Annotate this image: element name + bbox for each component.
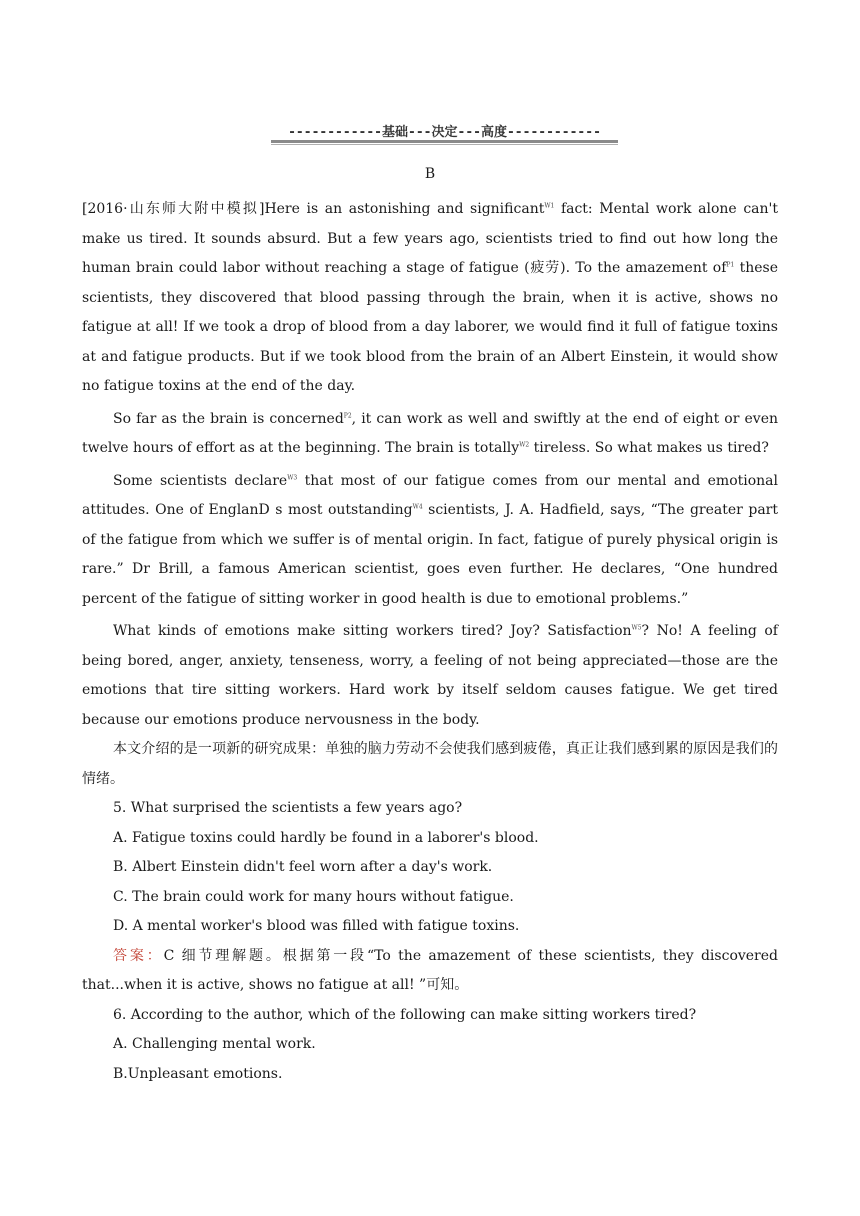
p2-text-c: tireless. So what makes us tired?: [529, 440, 769, 456]
question-5-option-b: B. Albert Einstein didn't feel worn after a day's work.: [113, 859, 493, 875]
question-5-option-d: D. A mental worker's blood was filled with fatigue toxins.: [113, 918, 520, 934]
p1-text-b: fact: Mental work alone can't make us tired. It sounds absurd. But a few years ago, scientists tried to find out how long the human brain could labor without reaching a stage of fatigue (疲劳). To the amazement of: [82, 201, 778, 276]
passage-paragraph-3: [82, 467, 778, 615]
header-rule-thin: [271, 144, 618, 145]
document-body: [82, 195, 778, 1089]
question-5-stem: 5. What surprised the scientists a few years ago?: [113, 800, 463, 816]
answer-explanation: C 细节理解题。根据第一段“To the amazement of these scientists, they discovered that...when it is active, shows no fatigue at all! ”可知。: [82, 947, 779, 993]
header-rule: [271, 140, 618, 143]
p3-text-b: that most of our fatigue comes from our mental and emotional attitudes. One of EnglanD s most outstanding: [82, 472, 779, 518]
p2-marker-2: W2: [519, 441, 530, 449]
question-6-option-a: A. Challenging mental work.: [113, 1036, 316, 1052]
p3-marker-1: W3: [287, 473, 298, 481]
p4-text-b: ? No! A feeling of being bored, anger, anxiety, tenseness, worry, a feeling of not being appreciated—those are the emotions that tire sitting workers. Hard work by itself seldom causes fatigue. We get tired because our emotions produce nervousness in the body.: [82, 623, 778, 728]
p2-text-a: So far as the brain is concerned: [113, 410, 344, 427]
answer-label: 答案：: [113, 947, 164, 964]
p2-text-b: , it can work as well and swiftly at the end of eight or even twelve hours of effort as at the beginning. The brain is totally: [82, 410, 778, 456]
question-5-answer: [82, 942, 778, 1001]
p2-marker-1: P2: [343, 411, 352, 419]
question-6-option-b: B.Unpleasant emotions.: [113, 1065, 283, 1082]
passage-paragraph-2: [82, 405, 778, 464]
p4-text-a: What kinds of emotions make sitting workers tired? Joy? Satisfaction: [113, 623, 632, 639]
p3-text-a: Some scientists declare: [113, 472, 288, 489]
section-letter: B: [424, 166, 436, 182]
page-header: ------------基础---决定---高度------------: [288, 125, 601, 140]
passage-paragraph-1: [82, 195, 778, 402]
p1-text-c: these scientists, they discovered that blood passing through the brain, when it is active, shows no fatigue at all! If we took a drop of blood from a day laborer, we would find it full of fatigue toxins at and fatigue products. But if we took blood from the brain of an Albert Einstein, it would show no fatigue toxins at the end of the day.: [82, 260, 778, 394]
p3-marker-2: W4: [412, 503, 423, 511]
passage-summary: 本文介绍的是一项新的研究成果：单独的脑力劳动不会使我们感到疲倦，真正让我们感到累的原因是我们的情绪。: [82, 741, 778, 787]
p4-marker-1: W5: [631, 624, 642, 632]
p3-text-c: scientists, J. A. Hadfield, says, “The greater part of the fatigue from which we suffer is of mental origin. In fact, fatigue of purely physical origin is rare.” Dr Brill, a famous American scientist, goes even further. He declares, “One hundred percent of the fatigue of sitting worker in good health is due to emotional problems.”: [82, 502, 778, 607]
p1-marker-2: P1: [726, 261, 735, 269]
passage-paragraph-4: [82, 617, 778, 735]
p1-marker-1: W1: [544, 202, 555, 210]
p1-text-a: [2016·山东师大附中模拟]Here is an astonishing and significant: [82, 201, 545, 217]
question-5-option-a: A. Fatigue toxins could hardly be found in a laborer's blood.: [113, 829, 539, 846]
question-5-option-c: C. The brain could work for many hours without fatigue.: [113, 888, 514, 905]
question-6-stem: 6. According to the author, which of the following can make sitting workers tired?: [113, 1006, 697, 1023]
